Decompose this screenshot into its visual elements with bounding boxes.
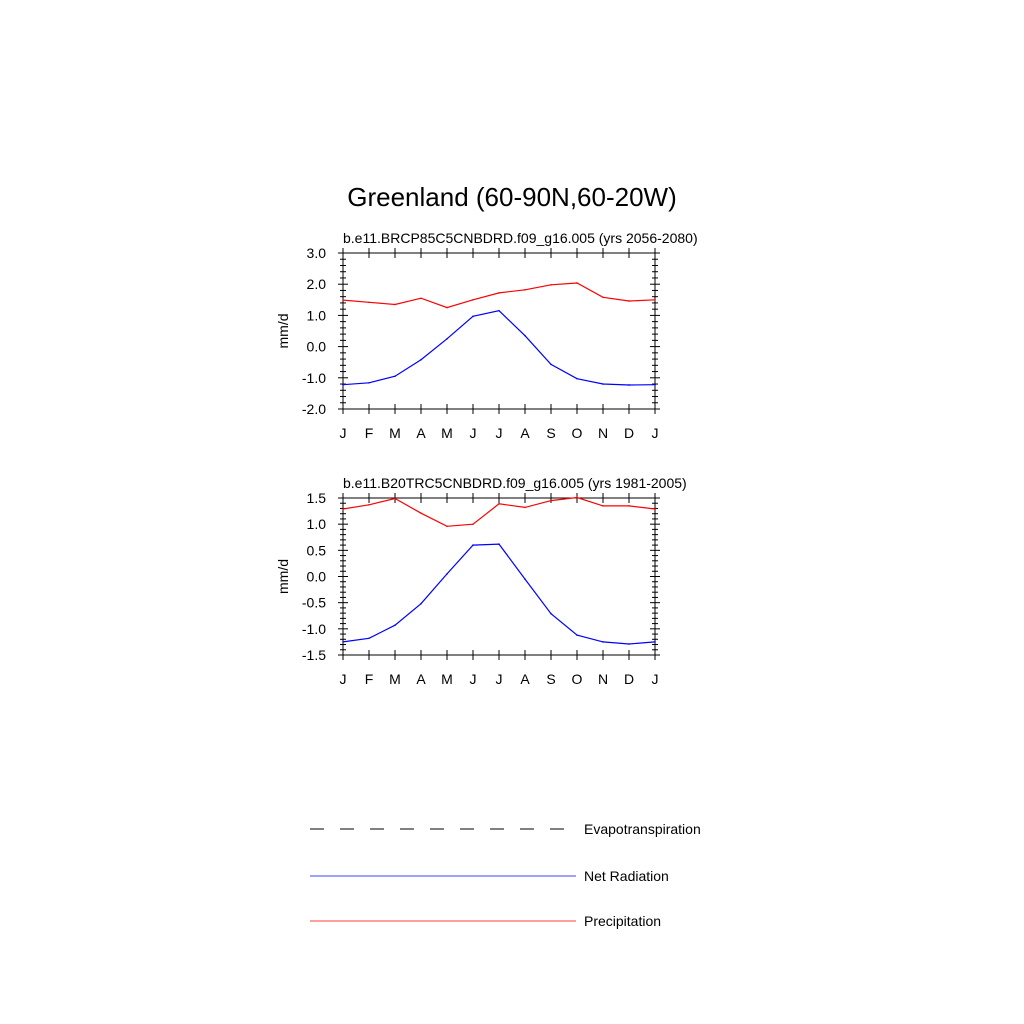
data-point-precipitation xyxy=(368,504,370,506)
y-tick-label: -0.5 xyxy=(301,594,326,611)
x-tick-label: J xyxy=(469,425,477,441)
y-axis-label: mm/d xyxy=(275,559,291,594)
legend-label-1: Evapotranspiration xyxy=(584,821,701,837)
data-point-net-radiation xyxy=(498,543,500,545)
data-point-precipitation xyxy=(628,505,630,507)
data-point-precipitation xyxy=(628,300,630,302)
data-point-precipitation xyxy=(394,498,396,500)
data-point-precipitation xyxy=(576,497,578,499)
x-tick-label: A xyxy=(520,671,530,687)
data-point-net-radiation xyxy=(498,310,500,312)
data-point-precipitation xyxy=(472,299,474,301)
x-tick-label: A xyxy=(416,671,426,687)
plot-frame xyxy=(343,253,655,409)
data-point-net-radiation xyxy=(368,382,370,384)
data-point-net-radiation xyxy=(602,383,604,385)
x-tick-label: M xyxy=(389,671,401,687)
x-tick-label: M xyxy=(441,425,453,441)
data-point-precipitation xyxy=(446,307,448,309)
data-point-precipitation xyxy=(654,299,656,301)
data-point-precipitation xyxy=(368,301,370,303)
series-line-net-radiation xyxy=(343,544,655,644)
data-point-precipitation xyxy=(602,505,604,507)
panel-subtitle: b.e11.B20TRC5CNBDRD.f09_g16.005 (yrs 1981-2005) xyxy=(343,475,687,491)
data-point-net-radiation xyxy=(524,578,526,580)
y-tick-label: -1.0 xyxy=(301,620,326,637)
data-point-net-radiation xyxy=(628,384,630,386)
chart-panel-2 xyxy=(275,475,687,687)
y-tick-label: -1.5 xyxy=(301,647,326,663)
data-point-precipitation xyxy=(524,289,526,291)
plot-frame xyxy=(343,498,655,655)
x-tick-label: M xyxy=(389,425,401,441)
data-point-net-radiation xyxy=(342,384,344,386)
x-tick-label: A xyxy=(520,425,530,441)
data-point-net-radiation xyxy=(472,544,474,546)
data-point-precipitation xyxy=(420,297,422,299)
data-point-precipitation xyxy=(420,512,422,514)
data-point-precipitation xyxy=(524,507,526,509)
x-tick-label: O xyxy=(571,671,583,687)
x-tick-label: J xyxy=(469,671,477,687)
data-point-net-radiation xyxy=(576,634,578,636)
data-point-net-radiation xyxy=(550,613,552,615)
x-tick-label: M xyxy=(441,671,453,687)
x-tick-label: D xyxy=(623,425,635,441)
data-point-precipitation xyxy=(550,284,552,286)
data-point-precipitation xyxy=(550,500,552,502)
panel-subtitle: b.e11.BRCP85C5CNBDRD.f09_g16.005 (yrs 2056-2080) xyxy=(343,230,698,246)
data-point-net-radiation xyxy=(472,316,474,318)
y-tick-label: 0.5 xyxy=(306,542,326,559)
y-tick-label: 3.0 xyxy=(306,245,326,261)
y-tick-label: 1.5 xyxy=(306,490,326,506)
data-point-net-radiation xyxy=(654,641,656,643)
data-point-net-radiation xyxy=(420,603,422,605)
data-point-net-radiation xyxy=(368,637,370,639)
legend-label-3: Precipitation xyxy=(584,913,662,929)
data-point-precipitation xyxy=(602,297,604,299)
data-point-precipitation xyxy=(654,508,656,510)
y-tick-label: 2.0 xyxy=(306,276,326,293)
data-point-net-radiation xyxy=(394,375,396,377)
data-point-net-radiation xyxy=(420,359,422,361)
data-point-net-radiation xyxy=(394,624,396,626)
y-tick-label: 0.0 xyxy=(306,568,326,585)
y-tick-label: -1.0 xyxy=(301,369,326,386)
y-tick-label: 1.0 xyxy=(306,516,326,533)
x-tick-label: S xyxy=(546,425,556,441)
x-tick-label: J xyxy=(339,425,347,441)
series-line-net-radiation xyxy=(343,311,655,385)
x-tick-label: N xyxy=(597,425,609,441)
y-tick-label: 1.0 xyxy=(306,307,326,324)
x-tick-label: J xyxy=(651,671,659,687)
chart-title: Greenland (60-90N,60-20W) xyxy=(347,182,677,212)
x-tick-label: J xyxy=(495,425,503,441)
data-point-precipitation xyxy=(498,503,500,505)
data-point-net-radiation xyxy=(524,335,526,337)
x-tick-label: D xyxy=(623,671,635,687)
x-tick-label: N xyxy=(597,671,609,687)
x-tick-label: J xyxy=(495,671,503,687)
data-point-precipitation xyxy=(472,523,474,525)
series-line-precipitation xyxy=(343,283,655,308)
chart-legend xyxy=(310,821,701,929)
data-point-precipitation xyxy=(576,282,578,284)
y-tick-label: 0.0 xyxy=(306,338,326,355)
data-point-net-radiation xyxy=(446,338,448,340)
data-point-precipitation xyxy=(342,299,344,301)
x-tick-label: J xyxy=(339,671,347,687)
data-point-precipitation xyxy=(394,304,396,306)
data-point-net-radiation xyxy=(602,641,604,643)
data-point-net-radiation xyxy=(550,364,552,366)
data-point-net-radiation xyxy=(576,378,578,380)
chart-panel-1 xyxy=(275,230,698,441)
data-point-net-radiation xyxy=(654,384,656,386)
x-tick-label: A xyxy=(416,425,426,441)
y-axis-label: mm/d xyxy=(275,313,291,349)
x-tick-label: F xyxy=(364,671,374,687)
x-tick-label: J xyxy=(651,425,659,441)
data-point-net-radiation xyxy=(628,643,630,645)
data-point-precipitation xyxy=(342,508,344,510)
x-tick-label: F xyxy=(364,425,374,441)
data-point-precipitation xyxy=(498,292,500,294)
chart-panels xyxy=(275,230,698,687)
data-point-precipitation xyxy=(446,525,448,527)
y-tick-label: -2.0 xyxy=(301,401,326,417)
x-tick-label: S xyxy=(546,671,556,687)
legend-label-2: Net Radiation xyxy=(584,868,669,884)
data-point-net-radiation xyxy=(342,641,344,643)
x-tick-label: O xyxy=(571,425,583,441)
data-point-net-radiation xyxy=(446,573,448,575)
